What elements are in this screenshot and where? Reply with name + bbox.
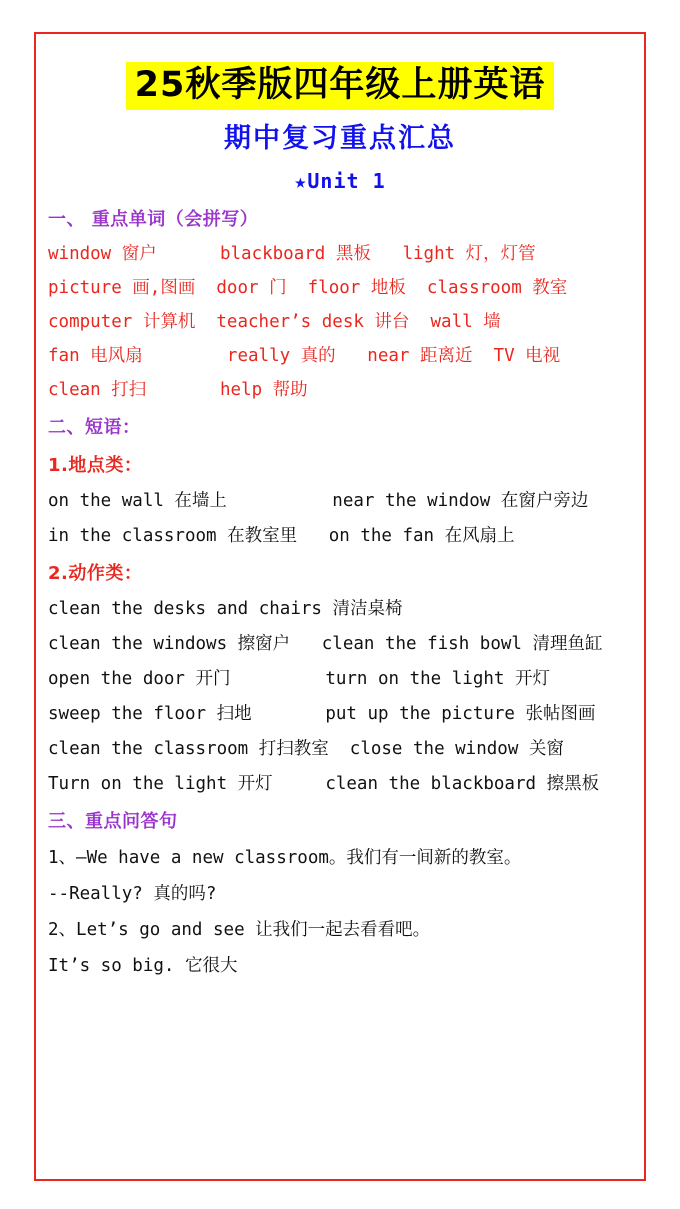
vocabulary-line: window 窗户 blackboard 黑板 light 灯，灯管 bbox=[48, 244, 536, 265]
phrase-line: Turn on the light 开灯 clean the blackboard 擦黑板 bbox=[48, 774, 600, 795]
section-heading-qa: 三、重点问答句 bbox=[48, 811, 178, 833]
qa-line: It’s so big. 它很大 bbox=[48, 956, 238, 977]
phrase-line: clean the windows 擦窗户 clean the fish bowl 清理鱼缸 bbox=[48, 634, 603, 655]
phrase-line: clean the classroom 打扫教室 close the window 关窗 bbox=[48, 739, 564, 760]
phrase-line: clean the desks and chairs 清洁桌椅 bbox=[48, 599, 403, 620]
section-heading-vocabulary: 一、 重点单词（会拼写） bbox=[48, 209, 259, 231]
phrase-line: in the classroom 在教室里 on the fan 在风扇上 bbox=[48, 526, 515, 547]
vocabulary-line: picture 画,图画 door 门 floor 地板 classroom 教室 bbox=[48, 278, 568, 299]
vocabulary-line: fan 电风扇 really 真的 near 距离近 TV 电视 bbox=[48, 346, 561, 367]
page-subtitle: 期中复习重点汇总 bbox=[224, 123, 456, 155]
subsection-heading-places: 1.地点类： bbox=[48, 455, 143, 477]
page-title: 25秋季版四年级上册英语 bbox=[126, 62, 555, 110]
qa-line: 1、—We have a new classroom。我们有一间新的教室。 bbox=[48, 848, 522, 869]
phrase-line: on the wall 在墙上 near the window 在窗户旁边 bbox=[48, 491, 589, 512]
phrase-line: open the door 开门 turn on the light 开灯 bbox=[48, 669, 550, 690]
vocabulary-line: computer 计算机 teacher’s desk 讲台 wall 墙 bbox=[48, 312, 501, 333]
vocabulary-line: clean 打扫 help 帮助 bbox=[48, 380, 308, 401]
qa-line: 2、Let’s go and see 让我们一起去看看吧。 bbox=[48, 920, 431, 941]
title-row bbox=[48, 62, 632, 110]
document-content bbox=[22, 28, 658, 977]
phrase-line: sweep the floor 扫地 put up the picture 张帖图画 bbox=[48, 704, 596, 725]
section-heading-phrases: 二、短语： bbox=[48, 417, 141, 439]
unit-heading: ★Unit 1 bbox=[294, 169, 386, 194]
qa-line: --Really? 真的吗? bbox=[48, 884, 217, 905]
subsection-heading-actions: 2.动作类： bbox=[48, 563, 143, 585]
